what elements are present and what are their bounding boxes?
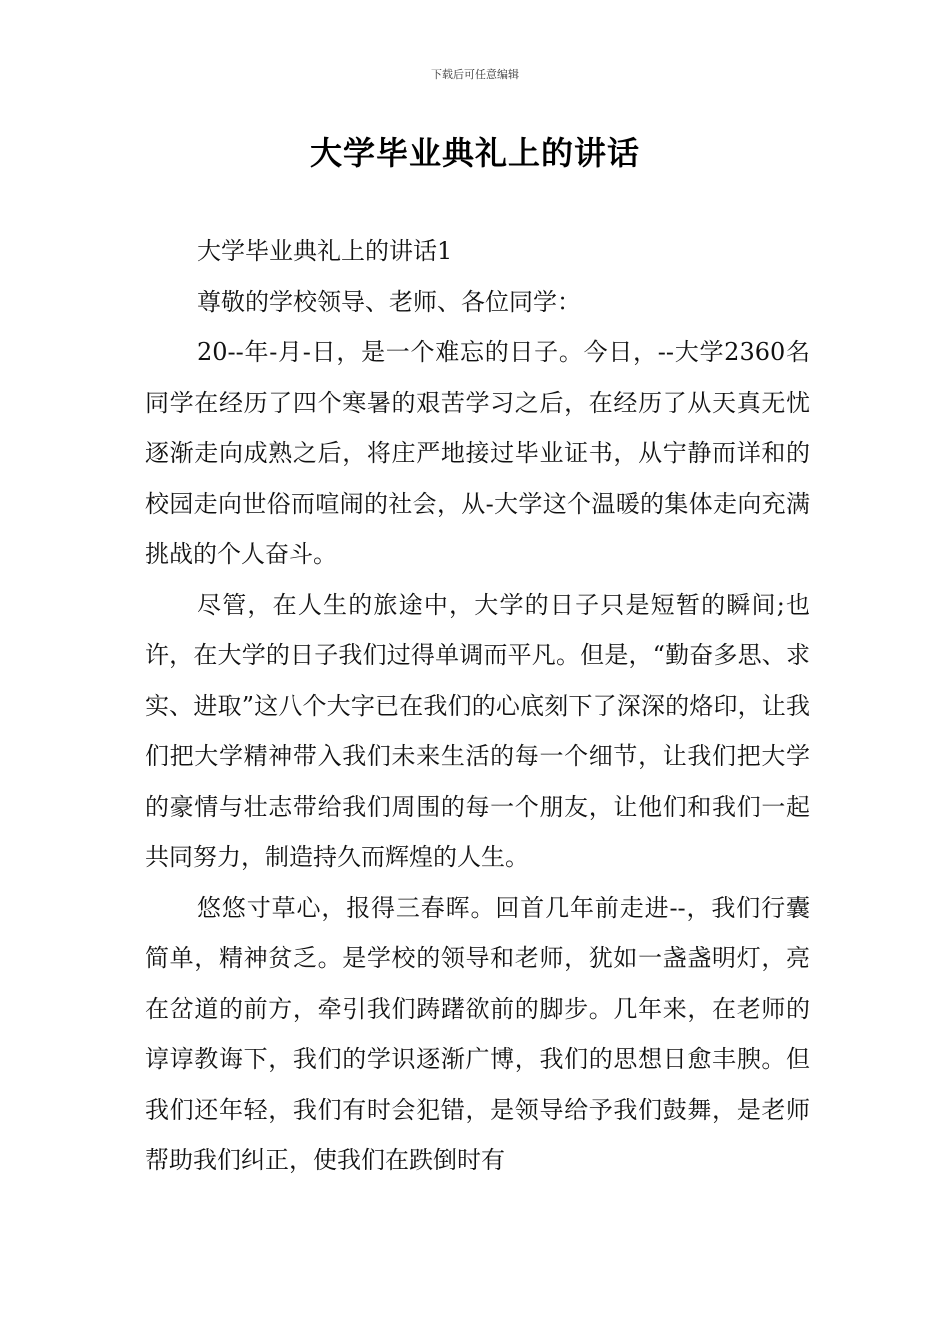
body-paragraph: 20--年-月-日，是一个难忘的日子。今日，--大学2360名同学在经历了四个寒暑的艰苦学习之后，在经历了从天真无忧逐渐走向成熟之后，将庄严地接过毕业证书，从宁静而详和的校园走向世俗而喧闹的社会，从-大学这个温暖的集体走向充满挑战的个人奋斗。 <box>145 338 810 568</box>
document-title: 大学毕业典礼上的讲话 <box>309 134 640 172</box>
section-heading: 大学毕业典礼上的讲话1 <box>197 237 453 265</box>
salutation: 尊敬的学校领导、老师、各位同学： <box>197 287 581 316</box>
body-paragraph: 悠悠寸草心，报得三春晖。回首几年前走进--，我们行囊简单，精神贫乏。是学校的领导和老师，犹如一盏盏明灯，亮在岔道的前方，牵引我们踌躇欲前的脚步。几年来，在老师的谆谆教诲下，我们的学识逐渐广博，我们的思想日愈丰腴。但我们还年轻，我们有时会犯错，是领导给予我们鼓舞，是老师帮助我们纠正，使我们在跌倒时有 <box>145 893 810 1174</box>
document-body <box>145 226 810 1186</box>
header-note: 下载后可任意编辑 <box>431 68 519 81</box>
body-paragraph: 尽管，在人生的旅途中，大学的日子只是短暂的瞬间;也许，在大学的日子我们过得单调而平凡。但是，“勤奋多思、求实、进取”这八个大字已在我们的心底刻下了深深的烙印，让我们把大学精神带入我们未来生活的每一个细节，让我们把大学的豪情与壮志带给我们周围的每一个朋友，让他们和我们一起共同努力，制造持久而辉煌的人生。 <box>145 590 810 871</box>
